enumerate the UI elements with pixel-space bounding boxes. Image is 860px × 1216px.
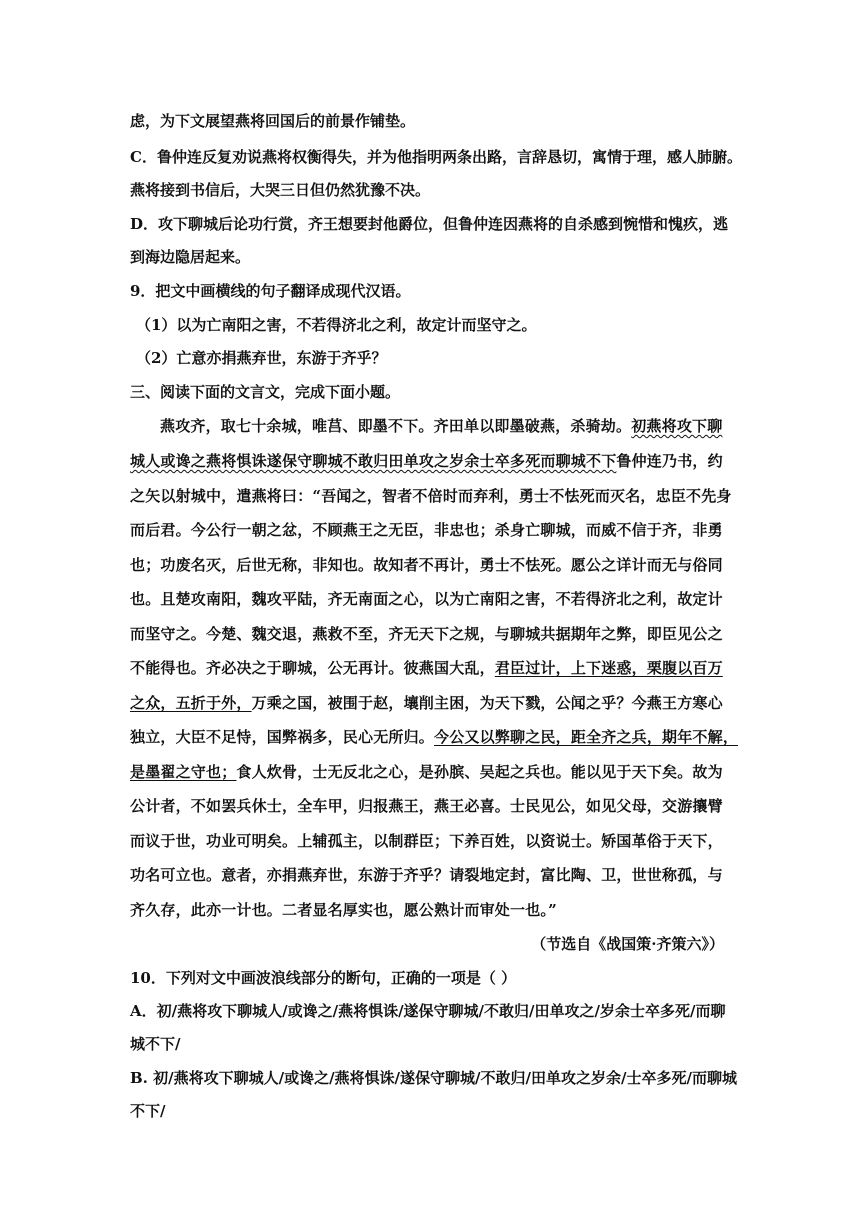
question-10-stem: 10．下列对文中画波浪线部分的断句，正确的一项是（ ） <box>130 969 517 987</box>
option-b-continuation: 虑，为下文展望燕将回国后的前景作铺垫。 <box>130 112 416 130</box>
passage-line: 之矢以射城中，遣燕将曰：“吾闻之，智者不倍时而弃利，勇士不怯死而灭名，忠臣不先身 <box>130 487 732 505</box>
option-c-line2: 燕将接到书信后，大哭三日但仍然犹豫不决。 <box>130 181 431 199</box>
passage-line <box>130 451 740 471</box>
question-9-stem: 9．把文中画横线的句子翻译成现代汉语。 <box>130 282 411 300</box>
passage-line: 而坚守之。今楚、魏交退，燕救不至，齐无天下之规，与聊城共据期年之弊，即臣见公之 <box>130 625 723 643</box>
passage-line: 而议于世，功业可明矣。上辅孤主，以制群臣；下养百姓，以资说士。矫国革俗于天下， <box>130 832 723 850</box>
passage-line: 也。且楚攻南阳，魏攻平陆，齐无南面之心，以为亡南阳之害，不若得济北之利，故定计 <box>130 590 723 608</box>
passage-line <box>160 416 770 436</box>
passage-text: 不能得也。齐必决之于聊城，公无再计。彼燕国大乱， <box>130 659 495 677</box>
underlined-text: 是墨翟之守也； <box>130 763 237 781</box>
underlined-text: 君臣过计，上下迷惑，栗腹以百万 <box>494 659 723 677</box>
underlined-text: 今公又以弊聊之民，距全齐之兵，期年不解， <box>434 728 739 746</box>
section-3-heading: 三、阅读下面的文言文，完成下面小题。 <box>130 383 401 401</box>
passage-source: （节选自《战国策·齐策六》） <box>531 935 724 953</box>
passage-line <box>130 693 740 713</box>
option-d-line1: D．攻下聊城后论功行赏，齐王想要封他爵位，但鲁仲连因燕将的自杀感到惋惜和愧疚，逃 <box>130 215 729 233</box>
passage-line <box>130 727 740 747</box>
option-b-line1: B. 初/燕将攻下聊城人/或谗之/燕将惧诛/遂保守聊城/不敢归/田单攻之岁余/士卒多死/而聊城 <box>130 1069 737 1087</box>
wavy-underlined-text: 初燕将攻下聊 <box>631 417 723 435</box>
underlined-text: 之众，五折于外， <box>130 694 252 712</box>
option-b-line2: 不下/ <box>130 1102 166 1120</box>
wavy-underlined-text: 城人或谗之燕将惧诛遂保守聊城不敢归田单攻之岁余士卒多死而聊城不下 <box>130 452 617 470</box>
passage-line <box>130 658 740 678</box>
question-9-sentence-1: （1）以为亡南阳之害，不若得济北之利，故定计而坚守之。 <box>136 316 537 334</box>
passage-text: 燕攻齐，取七十余城，唯莒、即墨不下。齐田单以即墨破燕，杀骑劫。 <box>160 417 632 435</box>
question-9-sentence-2: （2）亡意亦捐燕弃世，东游于齐乎？ <box>136 349 387 367</box>
passage-line: 齐久存，此亦一计也。二者显名厚实也，愿公熟计而审处一也。” <box>130 901 557 919</box>
passage-text: 鲁仲连乃书，约 <box>616 452 723 470</box>
passage-text: 独立，大臣不足恃，国弊祸多，民心无所归。 <box>130 728 435 746</box>
option-a-line2: 城不下/ <box>130 1035 181 1053</box>
passage-line: 也；功废名灭，后世无称，非知也。故知者不再计，勇士不怯死。愿公之详计而无与俗同 <box>130 556 723 574</box>
passage-line: 功名可立也。意者，亦捐燕弃世，东游于齐乎？请裂地定封，富比陶、卫，世世称孤，与 <box>130 866 723 884</box>
passage-line <box>130 762 740 782</box>
passage-line: 而后君。今公行一朝之忿，不顾燕王之无臣，非忠也；杀身亡聊城，而威不信于齐，非勇 <box>130 521 723 539</box>
passage-line: 公计者，不如罢兵休士，全车甲，归报燕王，燕王必喜。士民见公，如见父母，交游攘臂 <box>130 797 723 815</box>
passage-text: 食人炊骨，士无反北之心，是孙膑、吴起之兵也。能以见于天下矣。故为 <box>236 763 723 781</box>
option-c-line1: C．鲁仲连反复劝说燕将权衡得失，并为他指明两条出路，言辞恳切，寓情于理，感人肺腑。 <box>130 148 742 166</box>
option-a-line1: A．初/燕将攻下聊城人/或谗之/燕将惧诛/遂保守聊城/不敢归/田单攻之/岁余士卒多死/而聊 <box>130 1002 726 1020</box>
passage-text: 万乘之国，被围于赵，壤削主困，为天下戮，公闻之乎？今燕王方寒心 <box>251 694 723 712</box>
option-d-line2: 到海边隐居起来。 <box>130 248 251 266</box>
